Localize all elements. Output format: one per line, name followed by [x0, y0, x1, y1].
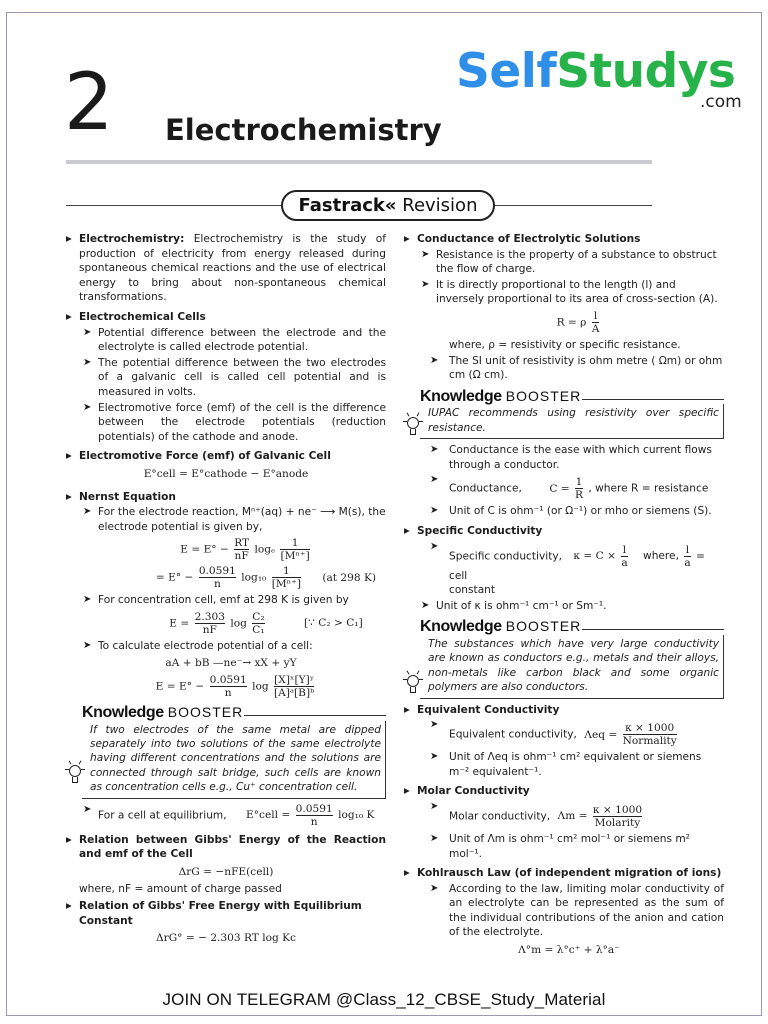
light-ray [417, 671, 420, 675]
concentration-cell-equation: E = $\frac{2.303}{nF}$ log $\frac{\text{C₂}}{\text{C₁}}$ [∵ C₂ > C₁] [169, 610, 363, 636]
knowledge-booster-box [66, 705, 386, 799]
cells-item: ➤ The potential difference between the two electrodes of a galvanic cell is called cell potential and is measured in volts. [66, 356, 386, 400]
knowledge-booster-text: The substances which have very large conductivity are known as conductors e.g., metals and their alloys, non-metals like carbon black and some organic polymers are also conductors. [420, 635, 724, 699]
light-ray [79, 761, 82, 765]
conductance-definition: ➤ Conductance is the ease with which current flows through a conductor. [404, 443, 724, 472]
banner-rule-left [66, 205, 281, 206]
brand-domain: .com [700, 92, 742, 112]
equivalent-conductivity-unit: ➤ Unit of Λeq is ohm⁻¹ cm² equivalent or siemens m⁻² equivalent⁻¹. [404, 750, 724, 779]
molar-conductivity-formula: ➤ Molar conductivity, Λm = $\frac{\kappa \times 1000}{\text{Molarity}}$ [404, 800, 724, 829]
lightbulb-icon [404, 415, 422, 441]
banner-rule-right [495, 205, 652, 206]
molar-conductivity-heading: ▶ Molar Conductivity [404, 784, 724, 799]
rho-where: where, ρ = resistivity or specific resistance. [449, 338, 681, 351]
light-ray [419, 421, 423, 422]
gibbs-emf-heading: ▶ Relation between Gibbs' Energy of the Reaction and emf of the Cell [66, 833, 386, 862]
left-column [66, 232, 386, 949]
nernst-heading: ▶ Nernst Equation [66, 490, 386, 505]
calc-reaction: aA + bB —ne⁻→ xX + yY [165, 657, 297, 670]
light-ray [407, 671, 410, 675]
light-ray [407, 412, 410, 416]
light-ray [69, 761, 72, 765]
cells-item: ➤ Electromotive force (emf) of the cell is the difference between the electrode potentials (reduction potentials) of the cathode and anode. [66, 401, 386, 445]
light-ray [81, 769, 85, 770]
molar-conductivity-unit: ➤ Unit of Λm is ohm⁻¹ cm² mol⁻¹ or siemens m² mol⁻¹. [404, 832, 724, 861]
conductance-heading: ▶ Conductance of Electrolytic Solutions [404, 232, 724, 247]
conductance-formula: ➤ Conductance, C = $\frac{1}{R}$ , where R = resistance [404, 473, 724, 501]
light-ray [417, 412, 420, 416]
concentration-cell-item: ➤ For concentration cell, emf at 298 K is given by [66, 593, 386, 608]
nernst-equation-1: E = E° − $\frac{RT}{nF}$ logₑ $\frac{1}{\text{[Mⁿ⁺]}}$ [180, 537, 310, 563]
conductance-item: ➤ Resistance is the property of a substance to obstruct the flow of charge. [404, 248, 724, 277]
si-unit-item: ➤ The SI unit of resistivity is ohm metre ( Ωm) or ohm cm (Ω cm). [404, 354, 724, 383]
specific-conductivity-heading: ▶ Specific Conductivity [404, 524, 724, 539]
lightbulb-icon [66, 763, 84, 789]
light-ray [403, 679, 407, 680]
brand-logo[interactable]: SelfStudys [456, 44, 736, 99]
right-column [404, 232, 724, 961]
gibbs-equilibrium-equation: ΔrG° = − 2.303 RT log Kc [155, 932, 296, 945]
nernst-equation-2: = E° − $\frac{0.0591}{n}$ log₁₀ $\frac{1}{\text{[Mⁿ⁺]}}$ (at 298 K) [155, 565, 377, 591]
conductance-unit: ➤ Unit of C is ohm⁻¹ (or Ω⁻¹) or mho or siemens (S). [404, 504, 724, 519]
chapter-title: Electrochemistry [165, 113, 442, 147]
knowledge-booster-heading: Knowledge BOOSTER [420, 618, 582, 636]
kohlrausch-equation: Λ°m = λ°c⁺ + λ°a⁻ [518, 944, 620, 957]
knowledge-booster-text: IUPAC recommends using resistivity over specific resistance. [420, 404, 724, 439]
knowledge-booster-heading: Knowledge BOOSTER [420, 387, 582, 405]
conductance-item: ➤ It is directly proportional to the length (l) and inversely proportional to its area of cross-section (A). [404, 278, 724, 307]
equilibrium-item: ➤ For a cell at equilibrium, E°cell = $\frac{0.0591}{n}$ log₁₀ K [66, 803, 386, 828]
emf-equation: E°cell = E°cathode − E°anode [143, 467, 309, 480]
light-ray [403, 421, 407, 422]
specific-conductivity-unit: ➤ Unit of κ is ohm⁻¹ cm⁻¹ or Sm⁻¹. [404, 599, 724, 614]
light-ray [419, 679, 423, 680]
knowledge-booster-text: If two electrodes of the same metal are dipped separately into two solutions of the same electrolyte having different concentrations and the solutions are connected through salt bridge, such cells are known as concentration cells e.g., Cu⁺ concentration cell. [82, 721, 386, 799]
telegram-footer[interactable]: JOIN ON TELEGRAM @Class_12_CBSE_Study_Material [162, 990, 606, 1009]
electrochemical-cells-heading: ▶ Electrochemical Cells [66, 310, 386, 325]
title-rule [66, 160, 652, 164]
knowledge-booster-box [404, 389, 724, 439]
gibbs-equilibrium-heading: ▶ Relation of Gibbs' Free Energy with Equilibrium Constant [66, 899, 386, 928]
gibbs-where: where, nF = amount of charge passed [79, 883, 282, 896]
equivalent-conductivity-formula: ➤ Equivalent conductivity, Λeq = $\frac{\kappa \times 1000}{\text{Normality}}$ [404, 718, 724, 747]
specific-conductivity-formula: ➤ Specific conductivity, κ = C × $\frac{l}{a}$ where, $\frac{l}{a}$ = cell [404, 540, 724, 584]
light-ray [65, 769, 69, 770]
knowledge-booster-heading: Knowledge BOOSTER [82, 704, 244, 722]
emf-heading: ▶ Electromotive Force (emf) of Galvanic Cell [66, 449, 386, 464]
resistance-equation: R = ρ $\frac{l}{A}$ [556, 309, 600, 335]
calc-electrode-item: ➤ To calculate electrode potential of a cell: [66, 639, 386, 654]
nernst-item: ➤ For the electrode reaction, Mⁿ⁺(aq) + ne⁻ ⟶ M(s), the electrode potential is given by, [66, 505, 386, 534]
fastrack-revision-banner: Fastrack« Revision [281, 190, 495, 221]
equivalent-conductivity-heading: ▶ Equivalent Conductivity [404, 703, 724, 718]
calc-equation: E = E° − $\frac{0.0591}{n}$ log $\frac{\text{[X]ˣ[Y]ʸ}}{\text{[A]ᵃ[B]ᵇ}}$ [155, 674, 315, 700]
lightbulb-icon [404, 673, 422, 699]
kohlrausch-item: ➤ According to the law, limiting molar conductivity of an electrolyte can be represented as the sum of the individual contributions of the anion and cation of the electrolyte. [404, 882, 724, 940]
kohlrausch-heading: ▶ Kohlrausch Law (of independent migration of ions) [404, 866, 724, 881]
chapter-number: 2 [64, 58, 114, 148]
cells-item: ➤ Potential difference between the electrode and the electrolyte is called electrode potential. [66, 326, 386, 355]
knowledge-booster-box [404, 619, 724, 698]
electrochemistry-definition: ▶ Electrochemistry: Electrochemistry is the study of production of electricity from energy released during spontaneous chemical reactions and the use of electrical energy to bring about non-spontaneous chemical transformations. [66, 232, 386, 305]
gibbs-equation: ΔrG = −nFE(cell) [178, 865, 274, 878]
specific-conductivity-constant: constant [449, 584, 496, 597]
